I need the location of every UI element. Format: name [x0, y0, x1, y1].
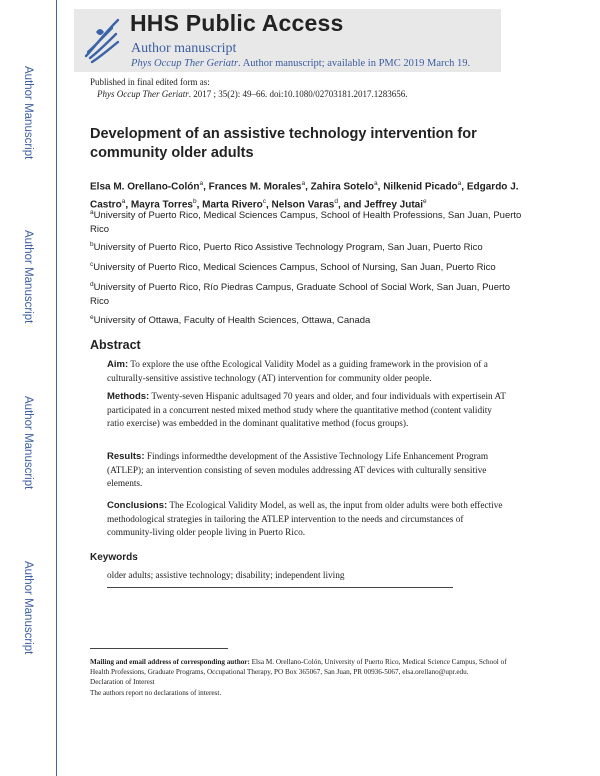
author-affiliation-mark: e — [423, 198, 427, 206]
author-manuscript-subtitle: Author manuscript — [131, 41, 237, 56]
author-name: Elsa M. Orellano-Colón — [90, 181, 200, 193]
footnote-divider — [90, 648, 228, 649]
abstract-heading: Abstract — [90, 338, 141, 352]
author-affiliation-mark: c — [262, 198, 266, 206]
footnotes — [90, 657, 520, 698]
availability-text: . Author manuscript; available in PMC 2019 March 19. — [238, 58, 471, 69]
author-name: Frances M. Morales — [208, 181, 302, 193]
author-affiliation-mark: a — [457, 180, 462, 187]
abstract-text: To explore the use ofthe Ecological Validity Model as a guiding framework in the provision of a culturally-sensitive assistive technology (AT) intervention for community older people. — [107, 360, 488, 384]
corresponding-author-note — [90, 657, 520, 677]
author-list: Elsa M. Orellano-Colón$^a$, Frances M. Morales$^a$, Zahira Sotelo$^a$, Nilkenid Picado$^a$, Edgardo J. Castro$^a$, Mayra Torres$^b$, Marta Rivero$^c$, Nelson Varas$^d$, and Jeffrey Jutai$^e$ — [90, 180, 519, 211]
author-affiliation-mark: a — [301, 180, 306, 187]
abstract-text: Findings informedthe development of the Assistive Technology Life Enhancement Program (ATLEP); an intervention consisting of seven modules addressing AT devices with culturally sensitive elements. — [107, 452, 489, 489]
affiliation — [90, 206, 530, 236]
affiliation-mark: a — [90, 209, 94, 216]
sidebar-label: Author Manuscript — [22, 66, 34, 160]
citation-text: . 2017 ; 35(2): 49–66. doi:10.1080/02703181.2017.1283656. — [188, 89, 408, 99]
author-affiliation-mark: a — [374, 180, 378, 187]
affiliation-mark: c — [90, 261, 94, 268]
citation-line — [97, 89, 408, 99]
affiliation — [90, 238, 530, 255]
hhs-public-access-title: HHS Public Access — [130, 10, 344, 36]
declaration-heading: Declaration of Interest — [90, 678, 155, 687]
journal-abbrev: Phys Occup Ther Geriatr — [131, 58, 239, 69]
abstract-conclusions — [107, 499, 507, 541]
sidebar-label: Author Manuscript — [22, 396, 34, 490]
affiliation-text: University of Puerto Rico, Río Piedras Campus, Graduate School of Social Work, San Juan, Puerto Rico — [90, 282, 511, 307]
author-name: Marta Rivero — [202, 199, 263, 211]
affiliation-text: University of Puerto Rico, Medical Sciences Campus, School of Health Professions, San Juan, Puerto Rico — [90, 210, 522, 235]
abstract-methods — [107, 390, 507, 432]
author-name: Edgardo J. Castro — [90, 181, 519, 211]
abstract-aim — [107, 358, 507, 386]
published-in-label: Published in final edited form as: — [90, 77, 210, 87]
sidebar-label: Author Manuscript — [22, 561, 34, 655]
sidebar-rule — [56, 0, 57, 776]
author-name: Zahira Sotelo — [310, 181, 375, 193]
abstract-text: Twenty-seven Hispanic adultsaged 70 years and older, and four individuals with expertisein AT participated in a concurrent nested mixed method study where the quantitative method (content validity ratio exercise) was embedded in the dominant qualitative method (focus groups). — [107, 392, 506, 429]
corresponding-text: Elsa M. Orellano-Colón, University of Puerto Rico, Medical Science Campus, School of Health Professions, Graduate Programs, Occupational Therapy, PO Box 365067, San Juan, PR 00936-5067, elsa.orellano@upr.edu. — [90, 658, 507, 677]
hhs-eagle-logo-icon — [78, 12, 126, 68]
abstract-label: Aim: — [107, 359, 129, 370]
affiliation-mark: e — [90, 314, 94, 321]
abstract-label: Methods: — [107, 391, 150, 402]
affiliation-text: University of Puerto Rico, Medical Sciences Campus, School of Nursing, San Juan, Puerto Rico — [93, 262, 496, 274]
author-name: Mayra Torres — [130, 199, 193, 211]
affiliation-text: University of Ottawa, Faculty of Health Sciences, Ottawa, Canada — [93, 315, 371, 327]
keywords-text: older adults; assistive technology; disability; independent living — [107, 571, 345, 581]
author-affiliation-mark: b — [192, 198, 197, 206]
author-name: Nilkenid Picado — [383, 181, 458, 193]
affiliation — [90, 311, 530, 328]
author-affiliation-mark: a — [121, 198, 126, 206]
keywords-heading: Keywords — [90, 552, 138, 563]
sidebar-label: Author Manuscript — [22, 230, 34, 324]
corresponding-label: Mailing and email address of corresponding author: — [90, 658, 250, 666]
abstract-text: The Ecological Validity Model, as well as, the input from older adults were both effective methodological strategies in tailoring the ATLEP intervention to the needs and circumstances of community-living older people living in Puerto Rico. — [107, 501, 503, 538]
abstract-results — [107, 450, 507, 492]
abstract-label: Conclusions: — [107, 500, 168, 511]
citation-journal: Phys Occup Ther Geriatr — [97, 89, 189, 99]
affiliation-mark: b — [90, 241, 94, 248]
abstract-label: Results: — [107, 451, 145, 462]
availability-line — [131, 58, 470, 69]
declaration-text: The authors report no declarations of interest. — [90, 688, 222, 697]
keywords-divider — [107, 587, 453, 588]
affiliation-text: University of Puerto Rico, Puerto Rico Assistive Technology Program, San Juan, Puerto Rico — [93, 242, 483, 254]
author-name: Jeffrey Jutai — [364, 199, 424, 211]
affiliation — [90, 258, 530, 275]
author-affiliation-mark: a — [199, 180, 204, 187]
affiliation — [90, 278, 530, 308]
author-name: Nelson Varas — [271, 199, 335, 211]
article-title: Development of an assistive technology intervention for community older adults — [90, 126, 477, 161]
affiliation-mark: d — [90, 281, 94, 288]
author-affiliation-mark: d — [334, 198, 338, 206]
